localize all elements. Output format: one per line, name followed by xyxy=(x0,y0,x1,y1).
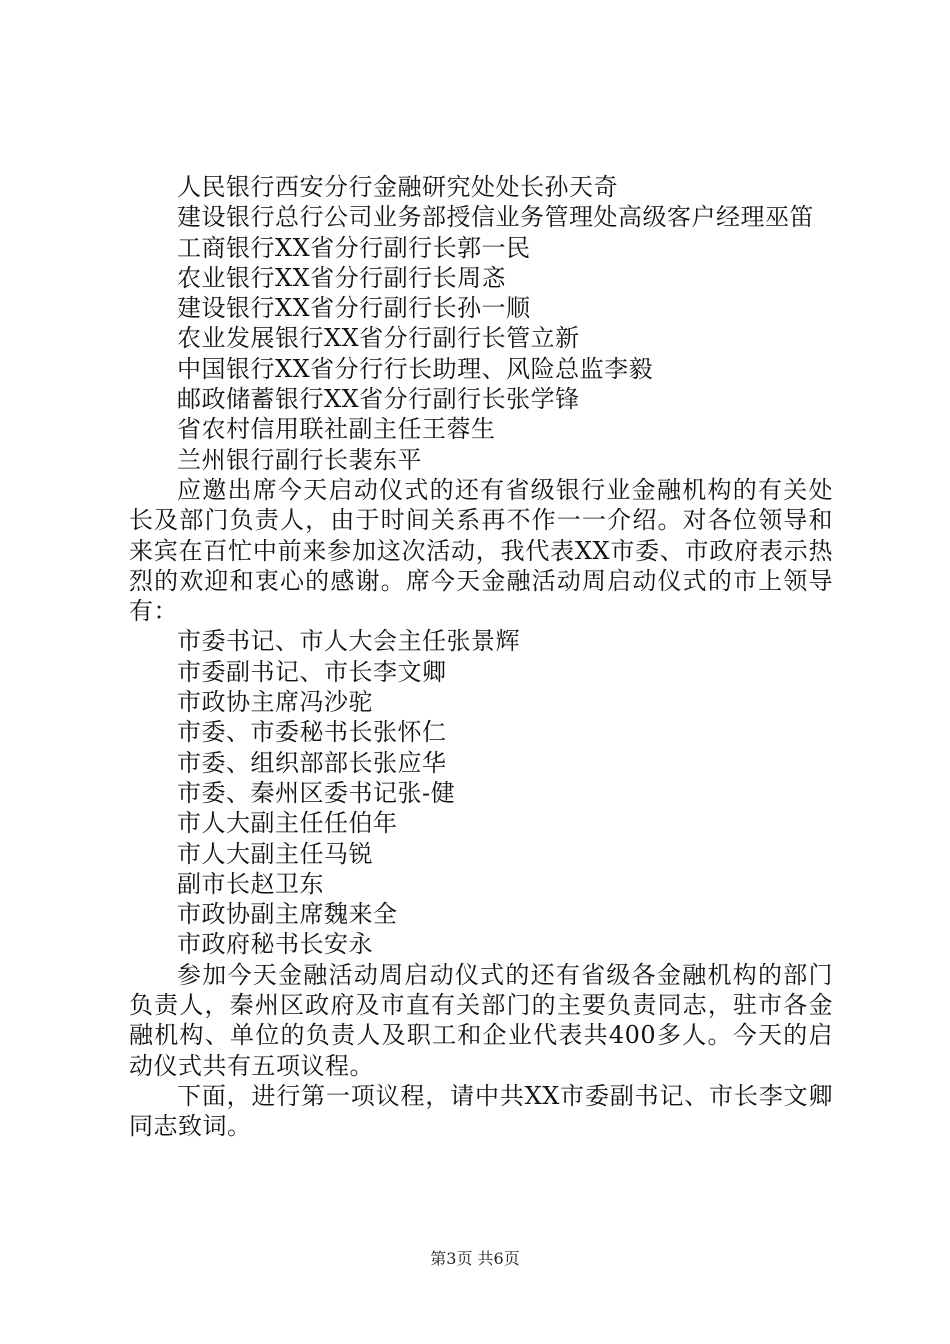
paragraph: 市政府秘书长安永 xyxy=(177,930,373,959)
paragraph: 市政协副主席魏来全 xyxy=(177,900,398,929)
paragraph: 省农村信用联社副主任王蓉生 xyxy=(177,415,496,444)
paragraph: 农业发展银行XX省分行副行长管立新 xyxy=(177,324,580,353)
paragraph: 市人大副主任任伯年 xyxy=(177,809,398,838)
paragraph: 建设银行总行公司业务部授信业务管理处高级客户经理巫笛 xyxy=(177,203,814,232)
paragraph: 市委副书记、市长李文卿 xyxy=(177,657,447,686)
paragraph: 邮政储蓄银行XX省分行副行长张学锋 xyxy=(177,385,580,414)
paragraph: 市委书记、市人大会主任张景辉 xyxy=(177,627,520,656)
paragraph: 市政协主席冯沙驼 xyxy=(177,688,373,717)
paragraph: 市人大副主任马锐 xyxy=(177,839,373,868)
paragraph: 应邀出席今天启动仪式的还有省级银行业金融机构的有关处长及部门负责人，由于时间关系再不作一一介绍。对各位领导和来宾在百忙中前来参加这次活动，我代表XX市委、市政府表示热烈的欢迎和衷心的感谢。席今天金融活动周启动仪式的市上领导有： xyxy=(129,475,833,626)
paragraph: 中国银行XX省分行行长助理、风险总监李毅 xyxy=(177,354,654,383)
paragraph: 副市长赵卫东 xyxy=(177,869,324,898)
document-body xyxy=(129,172,833,1142)
paragraph: 市委、秦州区委书记张-健 xyxy=(177,778,456,807)
page-number-footer: 第3页 共6页 xyxy=(430,1249,520,1268)
paragraph: 建设银行XX省分行副行长孙一顺 xyxy=(177,294,531,323)
paragraph: 下面，进行第一项议程，请中共XX市委副书记、市长李文卿同志致词。 xyxy=(129,1081,833,1141)
paragraph: 人民银行西安分行金融研究处处长孙天奇 xyxy=(177,173,618,201)
paragraph: 兰州银行副行长裴东平 xyxy=(177,445,422,474)
paragraph: 农业银行XX省分行副行长周忞 xyxy=(177,263,507,292)
paragraph: 工商银行XX省分行副行长郭一民 xyxy=(177,233,531,262)
paragraph: 参加今天金融活动周启动仪式的还有省级各金融机构的部门负责人，秦州区政府及市直有关部门的主要负责同志，驻市各金融机构、单位的负责人及职工和企业代表共400多人。今天的启动仪式共有五项议程。 xyxy=(129,960,833,1080)
paragraph: 市委、市委秘书长张怀仁 xyxy=(177,718,447,747)
paragraph: 市委、组织部部长张应华 xyxy=(177,748,447,777)
